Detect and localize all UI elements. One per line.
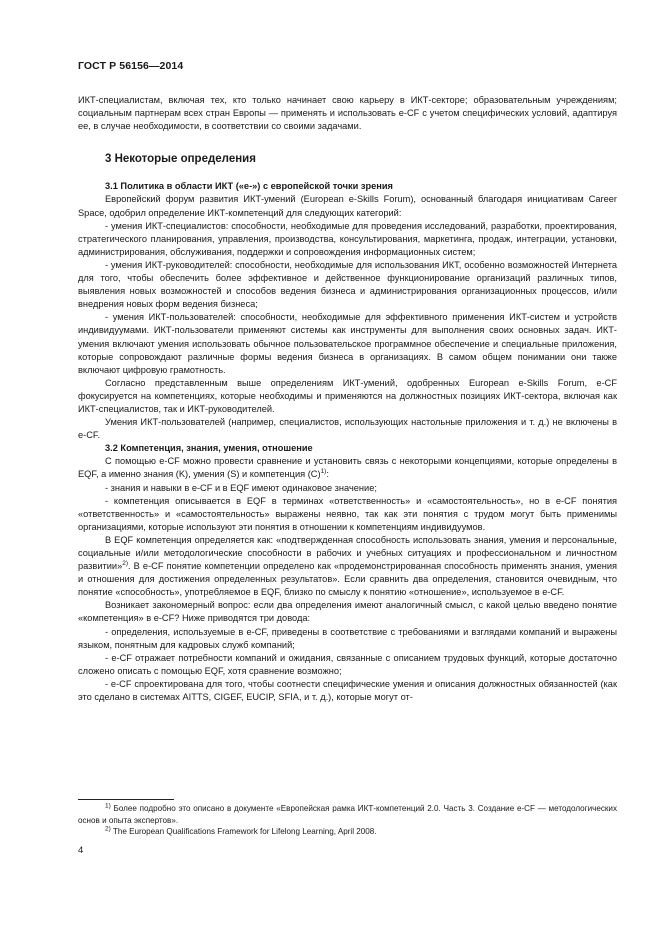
paragraph: Возникает закономерный вопрос: если два определения имеют аналогичный смысл, с какой целью введено понятие «компетенция» в e-CF? Ниже приводятся три довода: bbox=[78, 600, 617, 624]
paragraph: Согласно представленным выше определениям ИКТ-умений, одобренных European e-Skills Forum, e-CF фокусируется на компетенциях, которые необходимы и применяются на должностных позициях ИКТ-сектора, включая как ИКТ-специалистов, так и ИКТ-руководителей. bbox=[78, 377, 617, 414]
paragraph-text: С помощью e-CF можно провести сравнение и установить связь с некоторыми концепциями, которые определены в EQF, а именно знания (K), умения (S) и компетенция (С) bbox=[78, 456, 617, 480]
footnote-mark: 2) bbox=[105, 825, 111, 833]
list-item: - e-CF спроектирована для того, чтобы соотнести специфические умения и описания должностных обязанностей (как это сделано в системах AITTS, CIGEF, EUCIP, SFIA, и т. д.), которые могут от- bbox=[78, 678, 617, 703]
footnote-divider bbox=[78, 799, 174, 800]
footnotes bbox=[78, 803, 617, 838]
footnote-ref-2: 2) bbox=[122, 560, 129, 568]
paragraph-text: . В e-CF понятие компетенции определено как «продемонстрированная способность применять знания, умения и отношения для достижения определенных результатов». Если сравнить два определения, становится очевидным, что понятие «способность», употребляемое в EQF, близко по смыслу к понятию «отношение», используемое в e-CF. bbox=[78, 561, 617, 598]
paragraph: Умения ИКТ-пользователей (например, специалистов, использующих настольные приложения и т. д.) не включены в e-CF. bbox=[78, 417, 617, 441]
paragraph-text: : bbox=[326, 469, 329, 480]
footnote-text: The European Qualifications Framework for Lifelong Learning, April 2008. bbox=[110, 827, 377, 836]
body-text bbox=[78, 94, 617, 704]
paragraph-text: В EQF компетенция определяется как: «подтвержденная способность использовать знания, умения и персональные, социальные и/или методологические способности в рабочих и учебных ситуациях и профессиональном и личностном развитии» bbox=[78, 534, 617, 572]
footnote-ref-1: 1) bbox=[320, 468, 327, 476]
footnote-1 bbox=[78, 803, 617, 826]
section-3-1-heading: 3.1 Политика в области ИКТ («е-») с европейской точки зрения bbox=[105, 181, 393, 192]
intro-paragraph: ИКТ-специалистам, включая тех, кто только начинает свою карьеру в ИКТ-секторе; образовательным учреждениям; социальным партнерам всех стран Европы — применять и использовать e-CF с учетом специфических условий, адаптируя ее, в случае необходимости, в соответствии со своими задачами. bbox=[78, 95, 617, 132]
list-item: - умения ИКТ-пользователей: способности, необходимые для эффективного применения ИКТ-систем и устройств индивидуумами. ИКТ-пользователи применяют системы как инструменты для выполнения своих основных задач. ИКТ-умения включают умения использовать обычное пользовательское программное обеспечение и специальные приложения, которые сопровождают различные формы ведения бизнеса в организациях. В самом общем понимании они также включают цифровую грамотность. bbox=[78, 312, 617, 375]
footnote-2 bbox=[78, 826, 617, 838]
section-3-heading: 3 Некоторые определения bbox=[105, 153, 256, 166]
list-item: - компетенция описывается в EQF в терминах «ответственность» и «самостоятельность», но в e-CF понятия «ответственность» и «самостоятельность» выражены неявно, так как эти понятия с трудом могут быть применимы организациями, которые используют эти понятия в отношении к компетенциям индивидуумов. bbox=[78, 495, 617, 532]
footnote-text: Более подробно это описано в документе «Европейская рамка ИКТ-компетенций 2.0. Часть 3. Создание e-CF — методологических основ и опыта экспертов». bbox=[78, 804, 617, 825]
list-item: - умения ИКТ-руководителей: способности, необходимые для использования ИКТ, особенно возможностей Интернета для того, чтобы обеспечить более эффективное и действенное функционирование организаций различных типов, выявления новых возможностей и способов ведения бизнеса и администрирования организационных процессов, и/или внедрения новых форм ведения бизнеса; bbox=[78, 259, 617, 310]
list-item: - знания и навыки в e-CF и в EQF имеют одинаковое значение; bbox=[105, 482, 377, 493]
list-item: - определения, используемые в e-CF, приведены в соответствие с требованиями и взглядами компаний и выражены языком, понятным для кадровых служб компаний; bbox=[78, 626, 617, 650]
paragraph bbox=[78, 455, 617, 481]
footnote-mark: 1) bbox=[105, 802, 111, 810]
list-item: - e-CF отражает потребности компаний и ожидания, связанные с описанием трудовых функций, которые достаточно сложено описать с помощью EQF, хотя сравнение возможно; bbox=[78, 652, 617, 676]
list-item: - умения ИКТ-специалистов: способности, необходимые для проведения исследований, разработки, проектирования, стратегического планирования, управления, производства, консультирования, маркетинга, продаж, интеграции, установки, администрирования, обслуживания, поддержки и сопровождения информационных систем; bbox=[78, 220, 617, 257]
standard-header: ГОСТ Р 56156—2014 bbox=[78, 60, 184, 72]
page-number: 4 bbox=[78, 845, 84, 856]
paragraph bbox=[78, 534, 617, 599]
document-page bbox=[78, 0, 617, 936]
paragraph: Европейский форум развития ИКТ-умений (European e-Skills Forum), основанный благодаря инициативам Career Space, одобрил определение ИКТ-компетенций для следующих категорий: bbox=[78, 194, 617, 218]
section-3-2-heading: 3.2 Компетенция, знания, умения, отношение bbox=[105, 443, 313, 454]
